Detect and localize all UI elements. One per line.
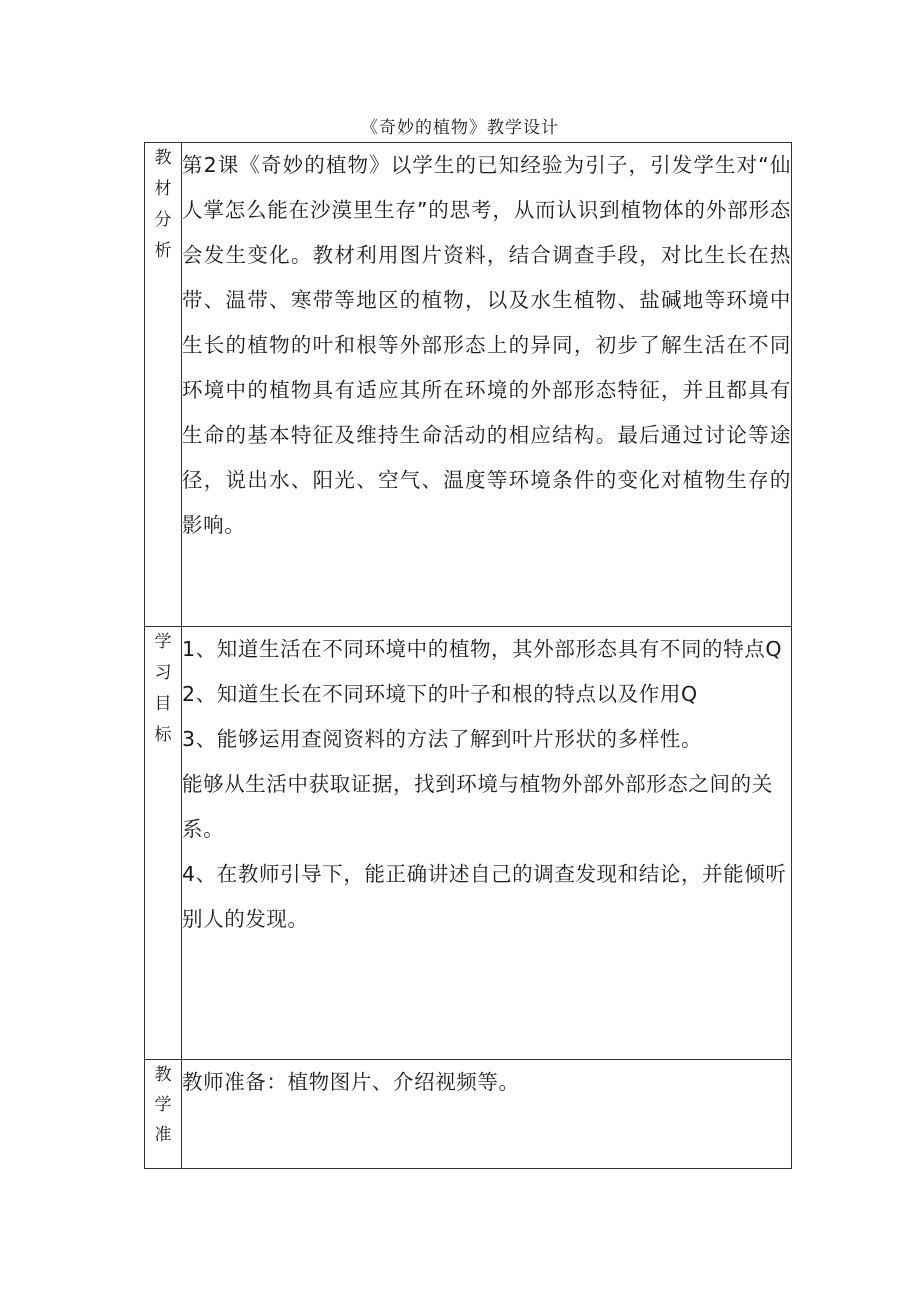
learning-goal-item: 3、能够运用查阅资料的方法了解到叶片形状的多样性。 bbox=[182, 727, 703, 751]
textbook-analysis-cell bbox=[182, 143, 792, 627]
table-row-textbook-analysis bbox=[145, 143, 792, 627]
row-label-learning-goals: 学习目标 bbox=[154, 632, 172, 745]
row-label-textbook-analysis: 教材分析 bbox=[154, 148, 172, 261]
learning-goal-item: 能够从生活中获取证据，找到环境与植物外部外部形态之间的关系。 bbox=[182, 772, 773, 841]
lesson-plan-table bbox=[144, 142, 792, 1169]
learning-goal-item: 4、在教师引导下，能正确讲述自己的调查发现和结论，并能倾听别人的发现。 bbox=[182, 862, 787, 931]
table-row-teaching-preparation bbox=[145, 1060, 792, 1169]
textbook-analysis-text: 第2课《奇妙的植物》以学生的已知经验为引子，引发学生对“仙人掌怎么能在沙漠里生存”的思考，从而认识到植物体的外部形态会发生变化。教材利用图片资料，结合调查手段，对比生长在热带、温带、寒带等地区的植物，以及水生植物、盐碱地等环境中生长的植物的叶和根等外部形态上的异同，初步了解生活在不同环境中的植物具有适应其所在环境的外部形态特征，并且都具有生命的基本特征及维持生命活动的相应结构。最后通过讨论等途径，说出水、阳光、空气、温度等环境条件的变化对植物生存的影响。 bbox=[182, 153, 791, 537]
row-label-cell bbox=[145, 143, 182, 627]
row-label-cell bbox=[145, 1060, 182, 1169]
learning-goals-cell bbox=[182, 627, 792, 1060]
teaching-preparation-cell bbox=[182, 1060, 792, 1169]
row-label-teaching-preparation: 教学准 bbox=[154, 1065, 172, 1145]
learning-goal-item: 2、知道生长在不同环境下的叶子和根的特点以及作用Q bbox=[182, 682, 698, 706]
teaching-preparation-text: 教师准备：植物图片、介绍视频等。 bbox=[182, 1070, 520, 1094]
table-row-learning-goals bbox=[145, 627, 792, 1060]
row-label-cell bbox=[145, 627, 182, 1060]
document-title: 《奇妙的植物》教学设计 bbox=[361, 118, 559, 138]
learning-goal-item: 1、知道生活在不同环境中的植物，其外部形态具有不同的特点Q bbox=[182, 637, 783, 661]
